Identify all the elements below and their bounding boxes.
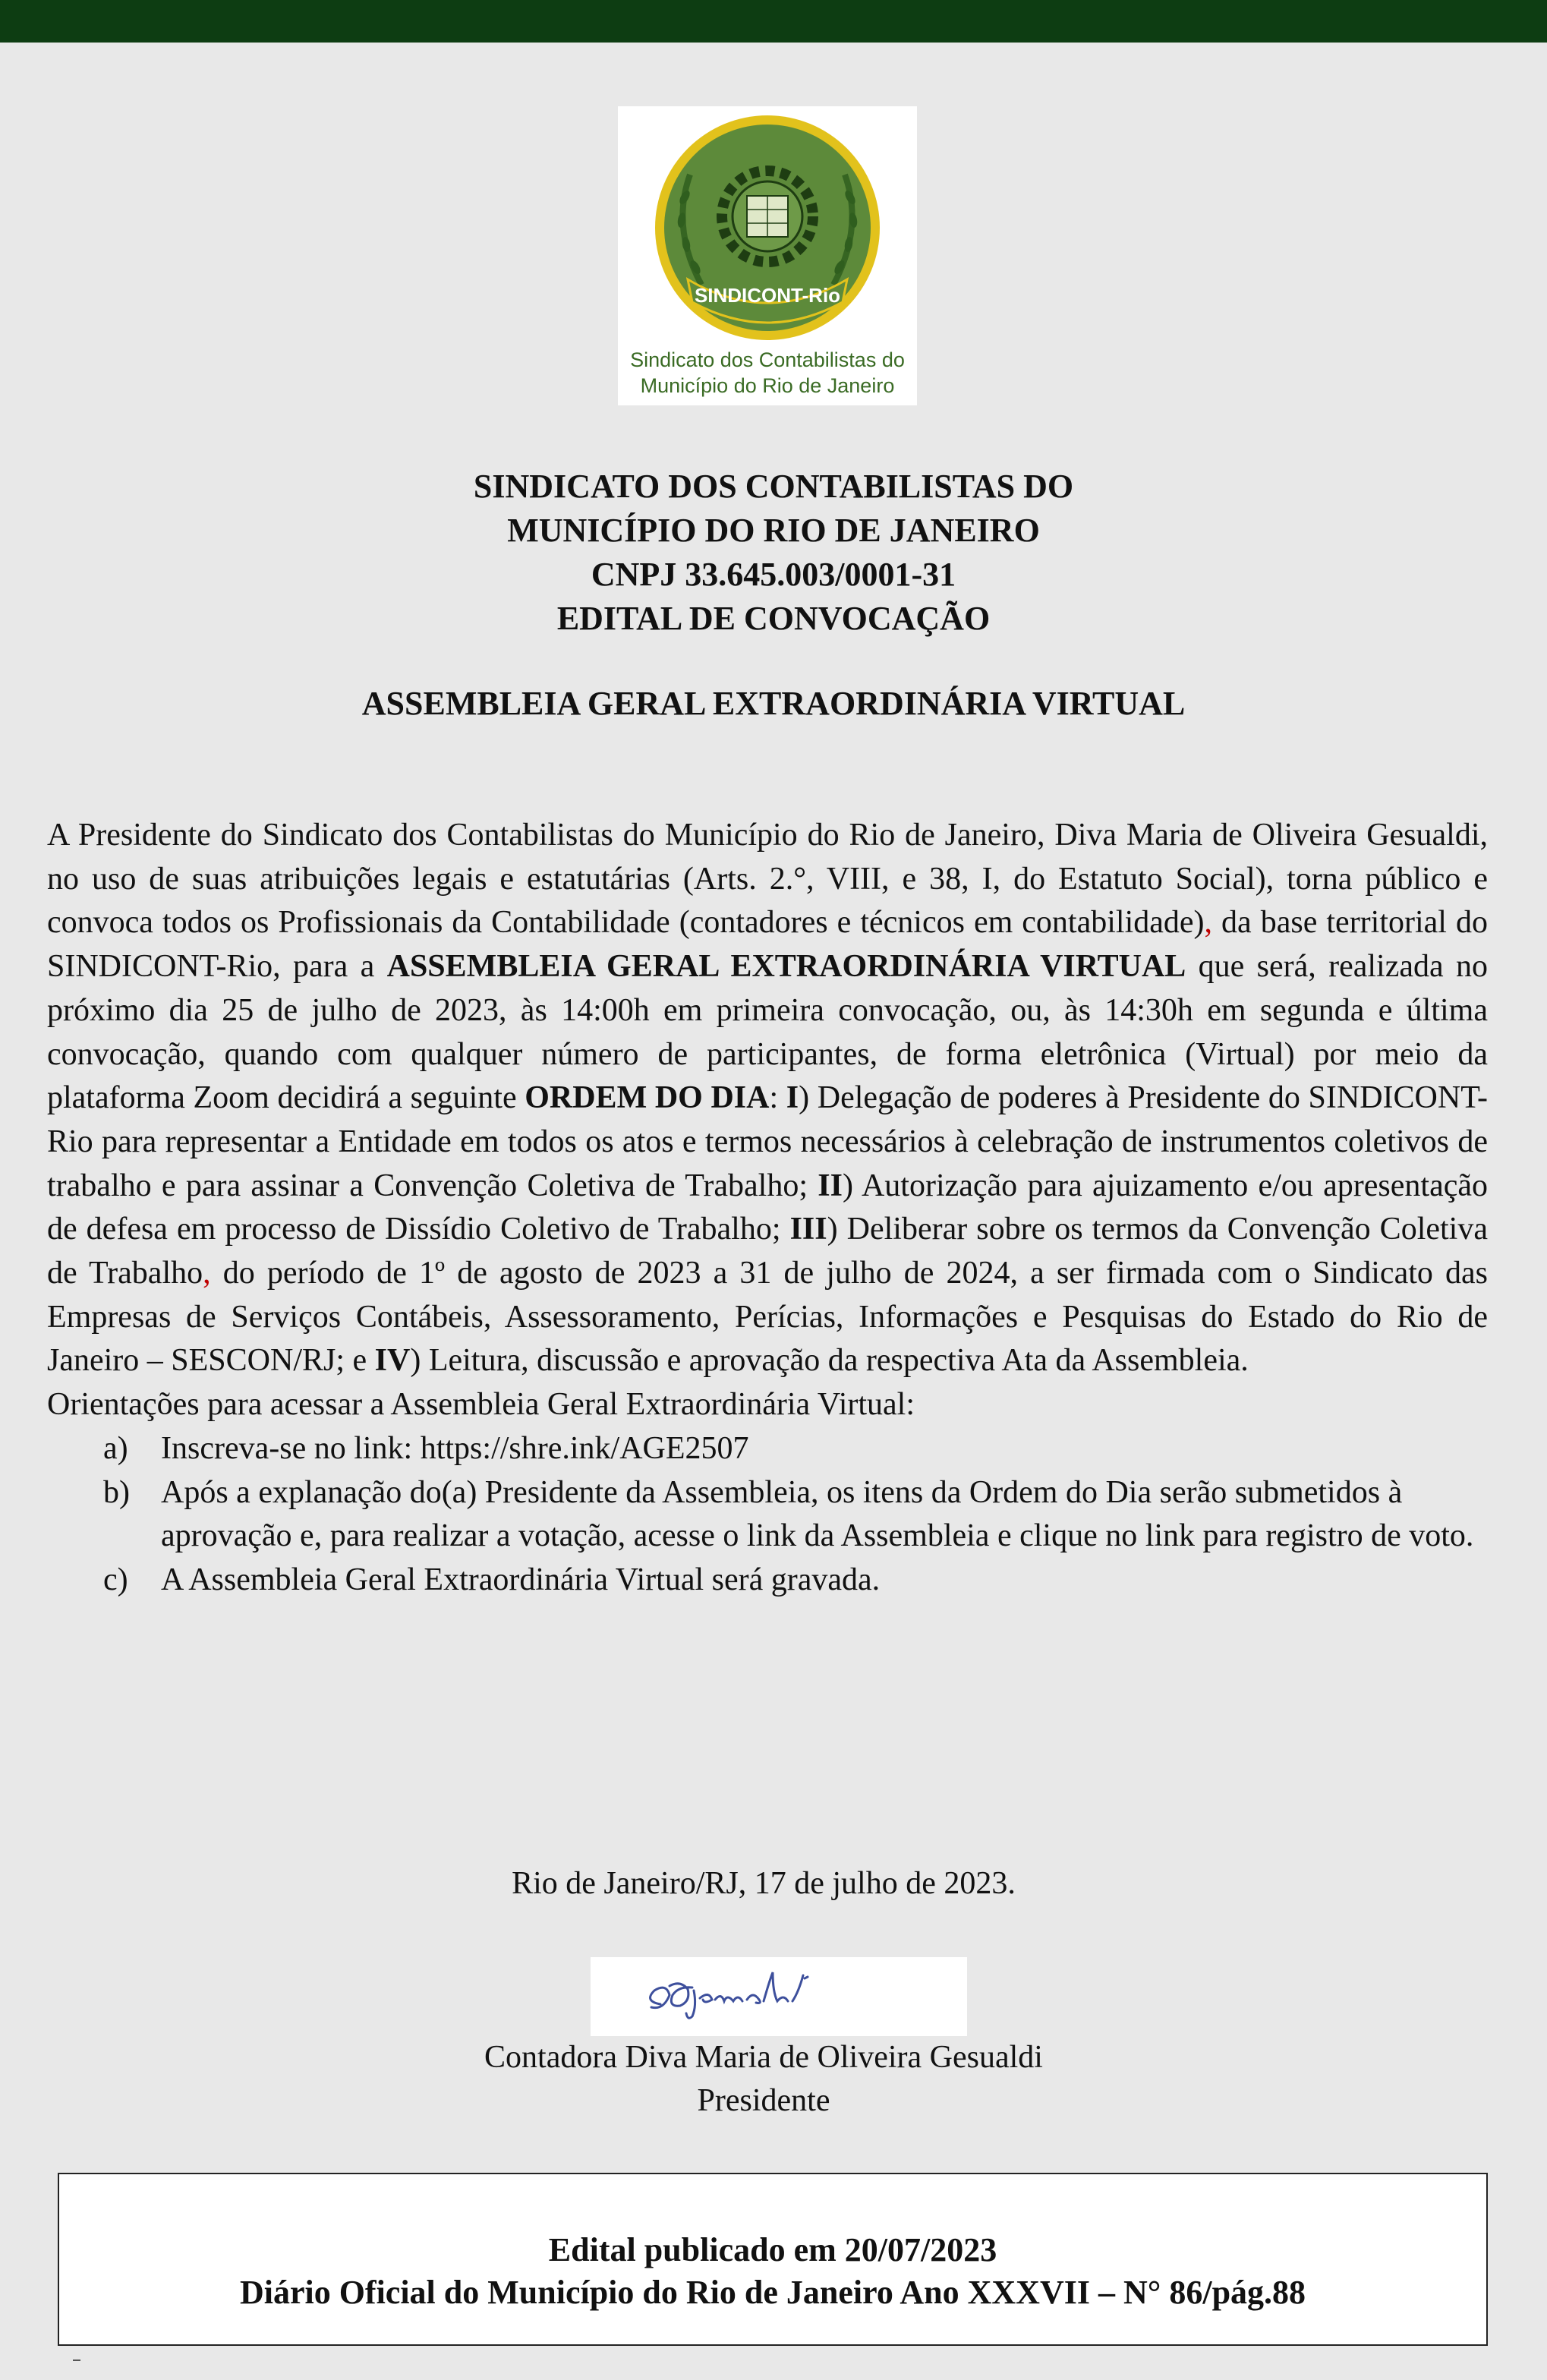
document-header — [0, 465, 1547, 641]
logo-ring-text: SINDICONT-Rio — [694, 284, 841, 307]
header-cnpj: CNPJ 33.645.003/0001-31 — [591, 556, 956, 593]
assembly-name-bold: ASSEMBLEIA GERAL EXTRAORDINÁRIA VIRTUAL — [386, 949, 1186, 985]
header-line-2: MUNICÍPIO DO RIO DE JANEIRO — [507, 512, 1040, 549]
publication-box — [58, 2173, 1488, 2346]
publication-date: Edital publicado em 20/07/2023 — [548, 2231, 997, 2268]
signatory-name: Contadora Diva Maria de Oliveira Gesualdi — [484, 2040, 1043, 2075]
agenda-item-1-mark: I — [786, 1080, 799, 1116]
assembly-title: ASSEMBLEIA GERAL EXTRAORDINÁRIA VIRTUAL — [361, 685, 1186, 722]
sindicont-logo — [618, 106, 917, 405]
orientation-list — [47, 1427, 1488, 1603]
edital-body — [47, 814, 1488, 1603]
agenda-item-2-text: ) Autorização para ajuizamento e/ou apresentação de defesa em processo de Dissídio Coletivo de Trabalho; — [47, 1168, 1489, 1247]
list-item: a) Inscreva-se no link: https://shre.ink/AGE2507 — [103, 1430, 749, 1466]
logo-caption-line2: Município do Rio de Janeiro — [640, 374, 895, 397]
agenda-item-1-text: ) Delegação de poderes à Presidente do SINDICONT-Rio para representar a Entidade em todos os atos e termos necessários à celebração de instrumentos coletivos de trabalho e para assinar a Convenção Coletiva de Trabalho; — [47, 1080, 1488, 1203]
ordem-do-dia-bold: ORDEM DO DIA — [525, 1080, 770, 1116]
dateline: Rio de Janeiro/RJ, 17 de julho de 2023. — [512, 1866, 1016, 1901]
publication-source: Diário Oficial do Município do Rio de Janeiro Ano XXXVII – N° 86/pág.88 — [239, 2274, 1306, 2311]
signatory — [0, 2036, 1527, 2123]
agenda-item-2-mark: II — [818, 1168, 843, 1203]
top-bar — [0, 0, 1547, 43]
convocation-paragraph: A Presidente do Sindicato dos Contabilistas do Município do Rio de Janeiro, Diva Maria de Oliveira Gesualdi, no uso de suas atribuições legais e estatutárias (Arts. 2.°, VIII, e 38, I, do Estatuto Social), torna público e convoca todos os Profissionais da Contabilidade (contadores e técnicos em contabilidade), da base territorial do SINDICONT-Rio, para a ASSEMBLEIA GERAL EXTRAORDINÁRIA VIRTUAL que será, realizada no próximo dia 25 de julho de 2023, às 14:00h em primeira convocação, ou, às 14:30h em segunda e última convocação, quando com qualquer número de participantes, de forma eletrônica (Virtual) por meio da plataforma Zoom decidirá a seguinte ORDEM DO DIA: I) Delegação de poderes à Presidente do SINDICONT-Rio para representar a Entidade em todos os atos e termos necessários à celebração de instrumentos coletivos de trabalho e para assinar a Convenção Coletiva de Trabalho; II) Autorização para ajuizamento e/ou apresentação de defesa em processo de Dissídio Coletivo de Trabalho; III) Deliberar sobre os termos da Convenção Coletiva de Trabalho, do período de 1º de agosto de 2023 a 31 de julho de 2024, a ser firmada com o Sindicato das Empresas de Serviços Contábeis, Assessoramento, Perícias, Informações e Pesquisas do Estado do Rio de Janeiro – SESCON/RJ; e IV) Leitura, discussão e aprovação da respectiva Ata da Assembleia. — [47, 818, 1489, 1379]
footer-mark — [73, 2360, 80, 2361]
agenda-item-3-text: ) Deliberar sobre os termos da Convenção Coletiva de Trabalho — [47, 1212, 1488, 1291]
list-item: c) A Assembleia Geral Extraordinária Virtual será gravada. — [103, 1562, 881, 1597]
list-item: b) Após a explanação do(a) Presidente da Assembleia, os itens da Ordem do Dia serão submetidos à aprovação e, para realizar a votação, acesse o link da Assembleia e clique no link para registro de voto. — [103, 1474, 1474, 1554]
orientation-heading: Orientações para acessar a Assembleia Geral Extraordinária Virtual: — [47, 1387, 915, 1423]
agenda-item-3-mark: III — [789, 1212, 827, 1247]
signatory-title: Presidente — [697, 2083, 830, 2118]
logo-caption-line1: Sindicato dos Contabilistas do — [630, 348, 905, 371]
agenda-item-4-mark: IV — [374, 1343, 411, 1379]
handwritten-signature — [591, 1957, 967, 2036]
agenda-item-4-text: ) Leitura, discussão e aprovação da respectiva Ata da Assembleia. — [410, 1343, 1249, 1379]
header-edital: EDITAL DE CONVOCAÇÃO — [556, 600, 991, 637]
registration-link-text: Inscreva-se no link: https://shre.ink/AGE2507 — [161, 1430, 749, 1466]
header-line-1: SINDICATO DOS CONTABILISTAS DO — [473, 468, 1074, 505]
